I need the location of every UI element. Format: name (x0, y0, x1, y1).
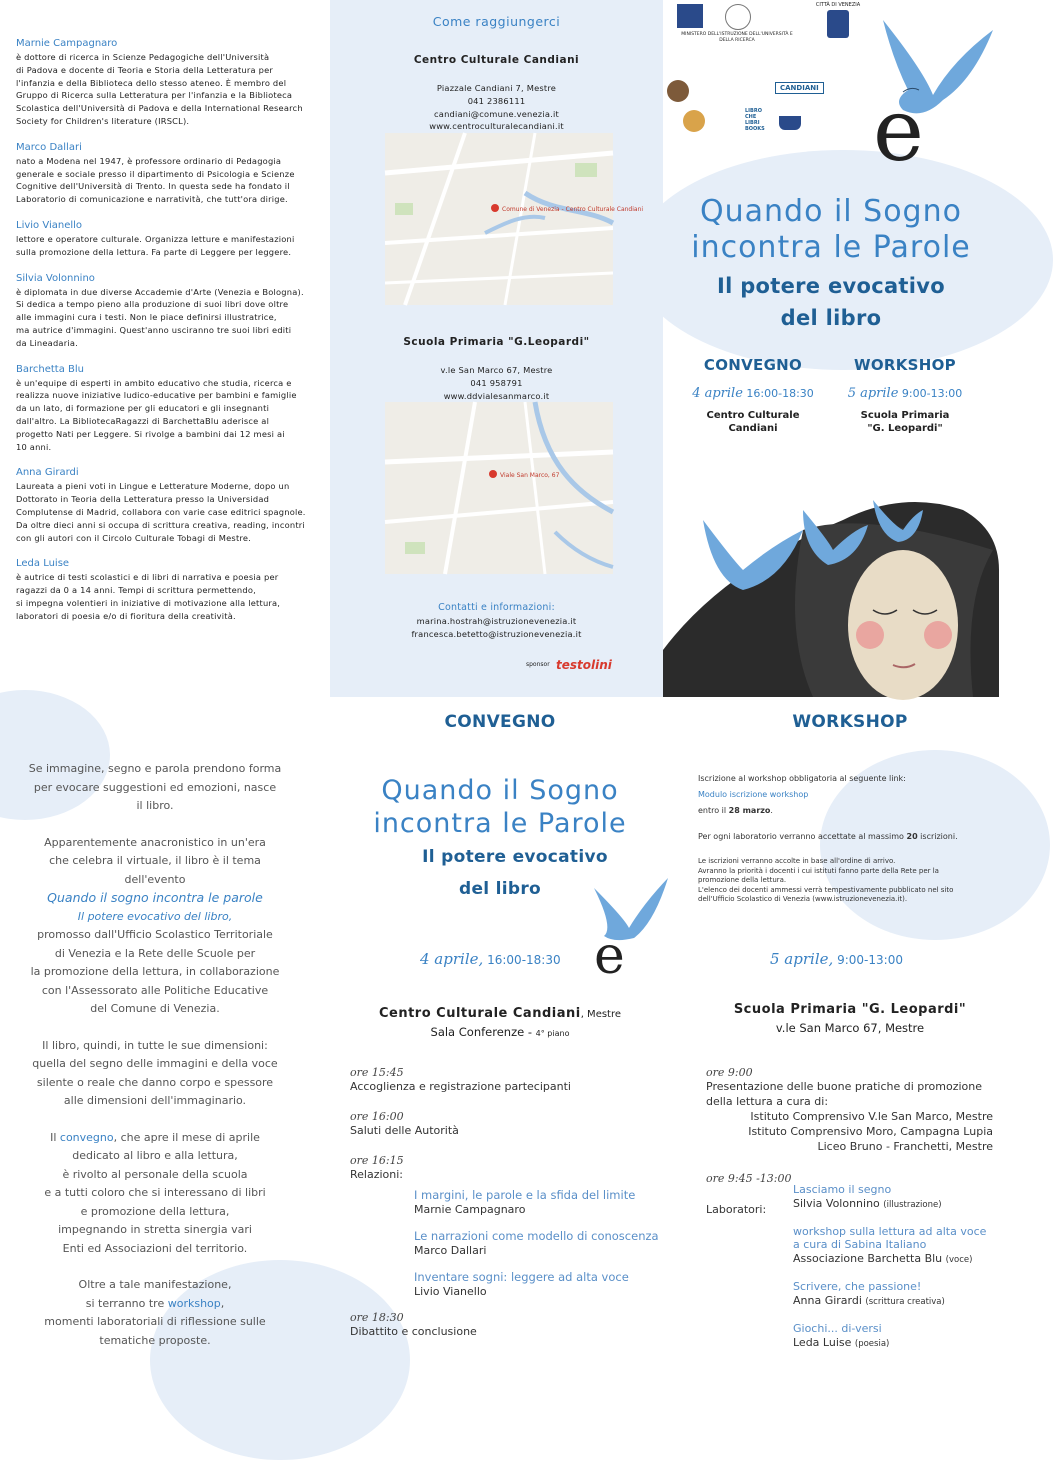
lab-who: Associazione Barchetta Blu (793, 1252, 943, 1265)
girl-illustration (663, 450, 999, 697)
istituto-logo-icon (683, 110, 705, 132)
program-item (350, 1311, 670, 1339)
map2-pin-label: Viale San Marco, 67 (500, 472, 560, 479)
bio-line: sulla promozione della lettura. Fa parte di Leggere per leggere. (16, 246, 292, 257)
convegno-venue-city: , Mestre (580, 1009, 622, 1020)
bio-line: da un lato, di formazione per gli educatori e gli insegnanti (16, 403, 270, 414)
convegno-room: Sala Conferenze - (430, 1025, 536, 1039)
talk-speaker: Marnie Campagnaro (414, 1203, 526, 1216)
workshop-reg-3-post: iscrizioni. (917, 832, 958, 841)
lab-leader (793, 1251, 1006, 1268)
convegno-header: CONVEGNO (444, 712, 556, 732)
workshop-time: 9:00-13:00 (837, 953, 903, 967)
directions-title: Come raggiungerci (432, 14, 561, 29)
venue2-web[interactable]: www.ddvialesanmarco.it (443, 390, 550, 401)
bio-line: progetto Nati per Leggere. Si rivolge a bambini dai 12 mesi ai (16, 428, 285, 439)
bio-line: è diplomata in due diverse Accademie d'Arte (Venezia e Bologna). (16, 286, 304, 297)
workshop-time-1: ore 9:00 (706, 1066, 753, 1079)
workshop-reg-3-pre: Per ogni laboratorio verranno accettate al massimo (698, 832, 907, 841)
workshop-venue: Scuola Primaria "G. Leopardi" (733, 1002, 967, 1017)
program-label: Relazioni: (350, 1168, 404, 1181)
intro-line: Oltre a tale manifestazione, (78, 1278, 232, 1291)
bird-illustration-small (584, 848, 670, 986)
ministry-logo-text: MINISTERO DELL'ISTRUZIONE DELL'UNIVERSITÀ E DELLA RICERCA (681, 32, 793, 43)
intro-line: momenti laboratoriali di riflessione sulle (44, 1315, 266, 1328)
cover-work-place-1: Scuola Primaria (860, 410, 950, 421)
workshop-date: 5 aprile, (770, 950, 834, 968)
bio-line: Laureata a pieni voti in Lingue e Letterature Moderne, dopo un (16, 481, 290, 492)
intro-keyword-convegno: convegno (59, 1130, 114, 1144)
bio-line: alle immagini cura i testi. Non le piace definirsi illustratrice, (16, 312, 277, 323)
convegno-e-letter: e (594, 926, 625, 986)
venue2-name: Scuola Primaria "G.Leopardi" (403, 336, 590, 348)
venue1-name: Centro Culturale Candiani (413, 54, 580, 66)
program-label: Saluti delle Autorità (350, 1124, 459, 1137)
intro-line (0, 1129, 310, 1148)
school-item: Istituto Comprensivo Moro, Campagna Lupia (748, 1125, 993, 1138)
lab-item (793, 1183, 1006, 1213)
convegno-date: 4 aprile, (420, 950, 484, 968)
convegno-subtitle-2: del libro (458, 879, 542, 899)
cover-convegno-label: CONVEGNO (703, 356, 803, 374)
cover-work-date: 5 aprile (847, 386, 899, 401)
lab-title: Scrivere, che passione! (793, 1280, 922, 1293)
bio-line: realizza nuove iniziative ludico-educative per bambini e famiglie (16, 390, 297, 401)
sponsor-logo: testolini (556, 658, 612, 672)
intro-panel (0, 700, 330, 1418)
lab-item (793, 1322, 1006, 1352)
bio-line: si impegna volentieri in iniziative di motivazione alla lettura, (16, 597, 281, 608)
workshop-panel (670, 700, 999, 1418)
boat-logo-icon (779, 116, 801, 130)
bio-line: Cognitive dell'Università di Trento. In questa sede ha fondato il (16, 181, 290, 192)
program-time: ore 16:00 (350, 1110, 404, 1123)
contact-email-1[interactable]: marina.hostrah@istruzionevenezia.it (416, 615, 577, 626)
program-time: ore 15:45 (350, 1066, 404, 1079)
workshop-reg-note: dell'Ufficio Scolastico di Venezia (www.istruzionevenezia.it). (698, 895, 908, 903)
cover-work-time: 9:00-13:00 (901, 387, 963, 400)
cover-subtitle-2: del libro (780, 306, 882, 330)
contacts-title: Contatti e informazioni: (438, 602, 555, 613)
intro-line: di Venezia e la Rete delle Scuole per (54, 946, 256, 960)
workshop-reg-2-post: . (770, 806, 773, 815)
intro-line: il libro. (136, 799, 174, 812)
venue1-web[interactable]: www.centroculturalecandiani.it (429, 121, 564, 132)
talk-item (414, 1229, 670, 1258)
bio-name: Livio Vianello (16, 219, 83, 231)
bio-line: 10 anni. (16, 441, 52, 452)
lab-kind: (voce) (945, 1255, 973, 1265)
convegno-panel (330, 700, 670, 1418)
map-leopardi[interactable] (385, 402, 613, 574)
program-time: ore 18:30 (350, 1311, 404, 1324)
bio-line: laboratori di poesia e/o di fioritura della creatività. (16, 610, 236, 621)
venue1-phone: 041 2386111 (467, 95, 526, 106)
program-label: Dibattito e conclusione (350, 1325, 477, 1338)
lab-item (793, 1280, 1006, 1310)
workshop-address: v.le San Marco 67, Mestre (775, 1021, 925, 1035)
cover-title-2: incontra le Parole (691, 230, 971, 265)
intro-text: si terranno tre (85, 1296, 168, 1310)
workshop-reg-note: Le iscrizioni verranno accolte in base all'ordine di arrivo. (698, 857, 896, 865)
convegno-floor: 4° piano (535, 1029, 570, 1038)
intro-line: del Comune di Venezia. (90, 1002, 220, 1015)
ministry-logo (677, 4, 797, 74)
bio-line: Gruppo di Ricerca sulla Letteratura per l'infanzia e la Biblioteca (16, 90, 293, 101)
intro-line: è rivolto al personale della scuola (62, 1167, 248, 1181)
program-item (350, 1154, 670, 1182)
venue2-address: v.le San Marco 67, Mestre (440, 365, 553, 375)
intro-line (0, 1295, 310, 1314)
lab-title: Giochi... di-versi (793, 1322, 882, 1335)
cover-conv-place-2: Candiani (728, 423, 778, 434)
convegno-title-2: incontra le Parole (373, 808, 627, 839)
assessorato-logo-icon (667, 80, 689, 102)
bio-line: da Lineadaria. (16, 337, 78, 348)
bio-line: ragazzi da 0 a 14 anni. Tempi di scrittura permettendo, (16, 585, 256, 596)
bio-line: Laboratorio di comunicazione e narratività, che tutt'ora dirige. (16, 194, 288, 205)
intro-text: , che apre il mese di aprile (113, 1130, 260, 1144)
program-item (350, 1066, 670, 1094)
workshop-reg-note: Avranno la priorità i docenti i cui istituti fanno parte della Rete per la (698, 866, 939, 875)
bio-name: Marco Dallari (16, 141, 82, 153)
talk-speaker: Livio Vianello (414, 1285, 487, 1298)
bio-entry (16, 467, 326, 544)
bio-line: Dottorato in Teoria della Letteratura presso la Universidad (16, 494, 270, 505)
convegno-title-1: Quando il Sogno (381, 775, 619, 806)
bird-illustration-top (863, 0, 999, 181)
intro-line: promosso dall'Ufficio Scolastico Territoriale (37, 928, 273, 941)
intro-line: dell'evento (124, 872, 186, 886)
intro-line: e promozione della lettura, (80, 1204, 230, 1218)
bio-entry (16, 273, 326, 350)
talk-title: I margini, le parole e la sfida del limite (414, 1188, 636, 1202)
map-candiani[interactable] (385, 133, 644, 305)
bio-line: generale e sociale presso il dipartimento di Psicologia e Scienze (16, 168, 295, 179)
bio-entry (16, 364, 326, 454)
republic-emblem-icon (725, 4, 751, 30)
bio-line: Da oltre dieci anni si occupa di scrittura creativa, reading, incontri (16, 519, 305, 530)
lab-title-2: a cura di Sabina Italiano (793, 1238, 927, 1251)
cover-e-letter: e (873, 81, 924, 181)
bio-line: è autrice di testi scolastici e di libri di narrativa e poesia per (16, 572, 279, 583)
intro-line: Il libro, quindi, in tutte le sue dimensioni: (42, 1038, 268, 1052)
workshop-time-2: ore 9:45 -13:00 (706, 1172, 792, 1185)
intro-line: silente o reale che danno corpo e spessore (36, 1075, 274, 1089)
bio-line: nato a Modena nel 1947, è professore ordinario di Pedagogia (16, 155, 282, 166)
program-label: Accoglienza e registrazione partecipanti (350, 1080, 571, 1093)
bio-line: l'infanzia e della Biblioteca dello stesso ateneo. È membro del (16, 77, 287, 88)
lab-who: Silvia Volonnino (793, 1197, 880, 1210)
bio-line: è dottore di ricerca in Scienze Pedagogiche dell'Università (16, 52, 270, 62)
intro-line: dedicato al libro e alla lettura, (72, 1149, 238, 1162)
bio-line: ma autrice d'immagini. Quest'anno usciranno tre suoi libri editi (16, 324, 292, 335)
intro-line: Se immagine, segno e parola prendono forma (28, 762, 282, 775)
map1-pin-label: Comune di Venezia - Centro Culturale Candiani (502, 206, 644, 213)
intro-line: Enti ed Associazioni del territorio. (62, 1241, 248, 1255)
workshop-max: 20 (906, 832, 918, 841)
bio-line: è un'equipe di esperti in ambito educativo che studia, ricerca e (16, 377, 292, 388)
bio-entry (16, 38, 326, 128)
talk-title: Inventare sogni: leggere ad alta voce (414, 1270, 629, 1284)
bio-name: Silvia Volonnino (16, 272, 95, 284)
cover-title-1: Quando il Sogno (700, 194, 962, 229)
convegno-venue: Centro Culturale Candiani (378, 1006, 581, 1021)
workshop-lab-label: Laboratori: (706, 1203, 767, 1216)
workshop-pres-1: Presentazione delle buone pratiche di promozione (706, 1080, 983, 1093)
workshop-reg-note: L'elenco dei docenti ammessi verrà tempestivamente pubblicato nel sito (698, 885, 954, 894)
intro-line: alle dimensioni dell'immaginario. (63, 1094, 247, 1107)
bio-line: dall'altro. La BibliotecaRagazzi di BarchettaBlu aderisce al (16, 415, 270, 426)
intro-event-title: Quando il sogno incontra le parole (47, 890, 263, 905)
lab-leader (793, 1293, 1006, 1310)
talk-title: Le narrazioni come modello di conoscenza (414, 1229, 659, 1243)
intro-text: , (220, 1296, 225, 1310)
intro-line: quella del segno delle immagini e della voce (32, 1057, 278, 1070)
lab-title: Lasciamo il segno (793, 1183, 892, 1196)
bios-panel (0, 0, 330, 700)
intro-keyword-workshop: workshop (167, 1296, 221, 1310)
program-time: ore 16:15 (350, 1154, 404, 1167)
bio-entry (16, 220, 326, 259)
bio-entry (16, 142, 326, 206)
bio-line: di Padova e docente di Teoria e Storia della Letteratura per (16, 64, 273, 75)
intro-line: Apparentemente anacronistico in un'era (44, 835, 266, 849)
workshop-deadline: 28 marzo (728, 806, 771, 815)
talk-item (414, 1270, 670, 1299)
lab-kind: (poesia) (854, 1339, 890, 1349)
workshop-pres-2: della lettura a cura di: (706, 1095, 829, 1108)
intro-event-subtitle: Il potere evocativo del libro, (77, 909, 233, 923)
lab-leader (793, 1335, 1006, 1352)
venue1-address: Piazzale Candiani 7, Mestre (436, 83, 557, 93)
talk-speaker: Marco Dallari (414, 1244, 487, 1257)
bio-line: Society for Children's literature (IRSCL). (16, 115, 190, 126)
workshop-reg-note: promozione della lettura. (698, 876, 787, 884)
lab-leader (793, 1196, 1006, 1213)
workshop-header: WORKSHOP (792, 712, 908, 732)
intro-line: tematiche proposte. (99, 1333, 211, 1347)
intro-line: con l'Assessorato alle Politiche Educative (41, 983, 269, 997)
intro-line: e a tutti coloro che si interessano di libri (44, 1186, 266, 1199)
intro-line: per evocare suggestioni ed emozioni, nasce (33, 780, 277, 794)
cover-work-place-2: "G. Leopardi" (867, 423, 943, 434)
talk-item (414, 1188, 670, 1217)
school-item: Liceo Bruno - Franchetti, Mestre (817, 1140, 993, 1153)
intro-text: Il (50, 1130, 60, 1144)
sponsor-label: sponsor (526, 661, 550, 668)
cover-workshop-label: WORKSHOP (854, 356, 956, 374)
venice-crest-icon (827, 10, 849, 38)
venue2-phone: 041 958791 (470, 377, 523, 388)
bio-name: Leda Luise (16, 558, 70, 570)
bio-entry (16, 558, 326, 622)
intro-line: la promozione della lettura, in collaborazione (30, 965, 280, 978)
city-logo-text: CITTÀ DI VENEZIA (815, 2, 861, 8)
lab-who: Anna Girardi (793, 1294, 862, 1307)
bio-line: lettore e operatore culturale. Organizza letture e manifestazioni (16, 233, 295, 244)
bio-name: Marnie Campagnaro (16, 38, 118, 49)
lab-kind: (illustrazione) (883, 1200, 942, 1210)
lab-kind: (scrittura creativa) (865, 1297, 945, 1307)
cover-subtitle-1: Il potere evocativo (716, 274, 945, 298)
usr-logo-icon (677, 4, 703, 28)
bio-line: Complutense di Madrid, collabora con varie case editrici spagnole. (16, 506, 306, 517)
cover-panel (663, 0, 999, 697)
bio-line: Scolastica dell'Università di Padova e della International Research (16, 103, 303, 114)
bio-line: con gli autori con il Circolo Culturale Tobagi di Mestre. (16, 532, 251, 543)
convegno-subtitle-1: Il potere evocativo (422, 847, 608, 867)
lab-title: workshop sulla lettura ad alta voce (793, 1225, 987, 1238)
bio-line: Si dedica a tempo pieno alla produzione di suoi libri dove oltre (16, 299, 289, 310)
program-item (350, 1110, 670, 1138)
bio-name: Barchetta Blu (16, 363, 84, 375)
contact-email-2[interactable]: francesca.betetto@istruzionevenezia.it (411, 628, 582, 639)
intro-line: impegnando in stretta sinergia vari (58, 1223, 252, 1236)
cover-conv-date: 4 aprile (692, 386, 743, 401)
convegno-time: 16:00-18:30 (487, 953, 561, 967)
cover-conv-place-1: Centro Culturale (706, 410, 800, 421)
lab-who: Leda Luise (793, 1336, 852, 1349)
libro-logo: LIBRO CHE LIBRI BOOKS (745, 108, 765, 132)
directions-panel (330, 0, 663, 697)
workshop-reg-link[interactable]: Modulo iscrizione workshop (698, 790, 809, 799)
school-item: Istituto Comprensivo V.le San Marco, Mestre (750, 1110, 993, 1123)
intro-line: che celebra il virtuale, il libro è il tema (49, 854, 261, 867)
venue1-email[interactable]: candiani@comune.venezia.it (434, 108, 559, 119)
bio-name: Anna Girardi (16, 467, 79, 479)
workshop-reg-2-pre: entro il (698, 806, 729, 815)
lab-item (793, 1225, 1006, 1268)
workshop-reg-1: Iscrizione al workshop obbligatoria al seguente link: (698, 774, 906, 783)
candiani-logo: CANDIANI (775, 82, 824, 94)
cover-conv-time: 16:00-18:30 (746, 387, 814, 400)
